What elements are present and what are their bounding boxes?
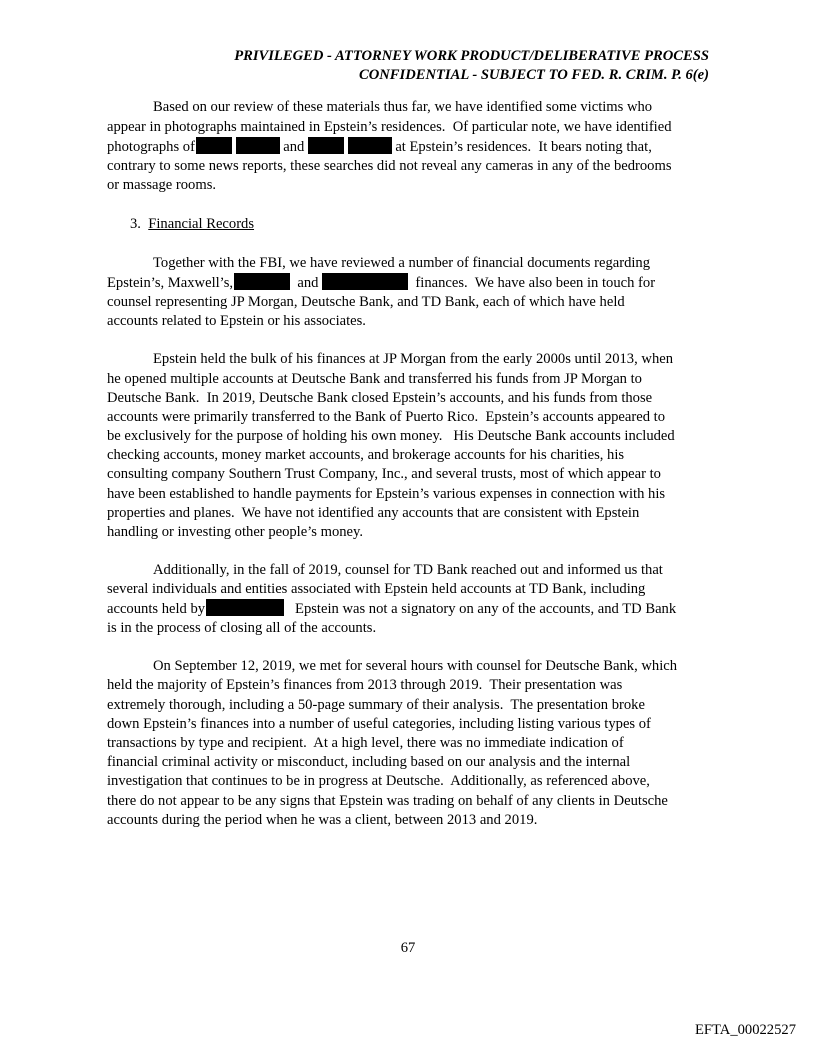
- para2-line1: Together with the FBI, we have reviewed a number of financial documents regarding: [153, 255, 651, 271]
- redaction-box: [206, 599, 284, 616]
- para3-line10: handling or investing other people’s money.: [107, 524, 364, 540]
- para5-line5: transactions by type and recipient. At a high level, there was no immediate indication of: [107, 735, 624, 751]
- para2-line3: counsel representing JP Morgan, Deutsche Bank, and TD Bank, each of which have held: [107, 294, 625, 310]
- text: at Epstein’s residences. It bears noting that,: [395, 139, 652, 155]
- section-title: Financial Records: [148, 216, 255, 232]
- para5-line6: financial criminal activity or misconduct, including based on our analysis and the internal: [107, 754, 631, 770]
- redaction-box: [348, 137, 392, 154]
- para2-line4: accounts related to Epstein or his associates.: [107, 313, 366, 329]
- para5-line1: On September 12, 2019, we met for several hours with counsel for Deutsche Bank, which: [153, 658, 678, 674]
- para1-line5: or massage rooms.: [107, 177, 217, 193]
- para3-line3: Deutsche Bank. In 2019, Deutsche Bank closed Epstein’s accounts, and his funds from those: [107, 390, 653, 406]
- text: accounts held by: [107, 601, 206, 617]
- para1-line2: appear in photographs maintained in Epstein’s residences. Of particular note, we have identified: [107, 119, 672, 135]
- document-id: EFTA_00022527: [695, 1022, 796, 1038]
- text: Epstein was not a signatory on any of the accounts, and TD Bank: [295, 601, 677, 617]
- para4-line3: [107, 599, 676, 619]
- para3-line2: he opened multiple accounts at Deutsche Bank and transferred his funds from JP Morgan to: [107, 371, 642, 387]
- para1-line3: [107, 137, 652, 157]
- para5-line4: down Epstein’s finances into a number of useful categories, including listing various types of: [107, 716, 651, 732]
- privilege-header: [234, 47, 709, 85]
- para5-line8: there do not appear to be any signs that Epstein was trading on behalf of any clients in Deutsche: [107, 793, 668, 809]
- text: finances. We have also been in touch for: [415, 275, 656, 291]
- para5-line7: investigation that continues to be in progress at Deutsche. Additionally, as referenced above,: [107, 773, 650, 789]
- para3-line8: have been established to handle payments for Epstein’s various expenses in connection with his: [107, 486, 666, 502]
- header-line-1: PRIVILEGED - ATTORNEY WORK PRODUCT/DELIBERATIVE PROCESS: [234, 48, 709, 64]
- section-heading: [130, 215, 254, 234]
- para3-line6: checking accounts, money market accounts, and brokerage accounts for his charities, his: [107, 447, 625, 463]
- para3-line9: properties and planes. We have not identified any accounts that are consistent with Epstein: [107, 505, 640, 521]
- section-number: 3.: [130, 216, 141, 232]
- text: Epstein’s, Maxwell’s,: [107, 275, 234, 291]
- para3-line1: Epstein held the bulk of his finances at JP Morgan from the early 2000s until 2013, when: [153, 351, 674, 367]
- para5-line2: held the majority of Epstein’s finances from 2013 through 2019. Their presentation was: [107, 677, 623, 693]
- para3-line4: accounts were primarily transferred to the Bank of Puerto Rico. Epstein’s accounts appeared to: [107, 409, 666, 425]
- text: and: [297, 275, 319, 291]
- para5-line3: extremely thorough, including a 50-page summary of their analysis. The presentation broke: [107, 697, 645, 713]
- redaction-box: [322, 273, 408, 290]
- header-line-2: CONFIDENTIAL - SUBJECT TO FED. R. CRIM. P. 6(e): [358, 67, 709, 83]
- para3-line7: consulting company Southern Trust Company, Inc., and several trusts, most of which appear to: [107, 466, 661, 482]
- para4-line1: Additionally, in the fall of 2019, counsel for TD Bank reached out and informed us that: [153, 562, 663, 578]
- text: and: [283, 139, 305, 155]
- redaction-box: [308, 137, 344, 154]
- redaction-box: [234, 273, 290, 290]
- para1-line1: Based on our review of these materials thus far, we have identified some victims who: [153, 99, 653, 115]
- para3-line5: be exclusively for the purpose of holding his own money. His Deutsche Bank accounts included: [107, 428, 675, 444]
- para5-line9: accounts during the period when he was a client, between 2013 and 2019.: [107, 812, 538, 828]
- redaction-box: [236, 137, 280, 154]
- para2-line2: [107, 273, 655, 293]
- text: photographs of: [107, 139, 195, 155]
- page-number: 67: [400, 940, 416, 956]
- redaction-box: [196, 137, 232, 154]
- para4-line2: several individuals and entities associated with Epstein held accounts at TD Bank, including: [107, 581, 646, 597]
- para1-line4: contrary to some news reports, these searches did not reveal any cameras in any of the bedrooms: [107, 158, 672, 174]
- para4-line4: is in the process of closing all of the accounts.: [107, 620, 377, 636]
